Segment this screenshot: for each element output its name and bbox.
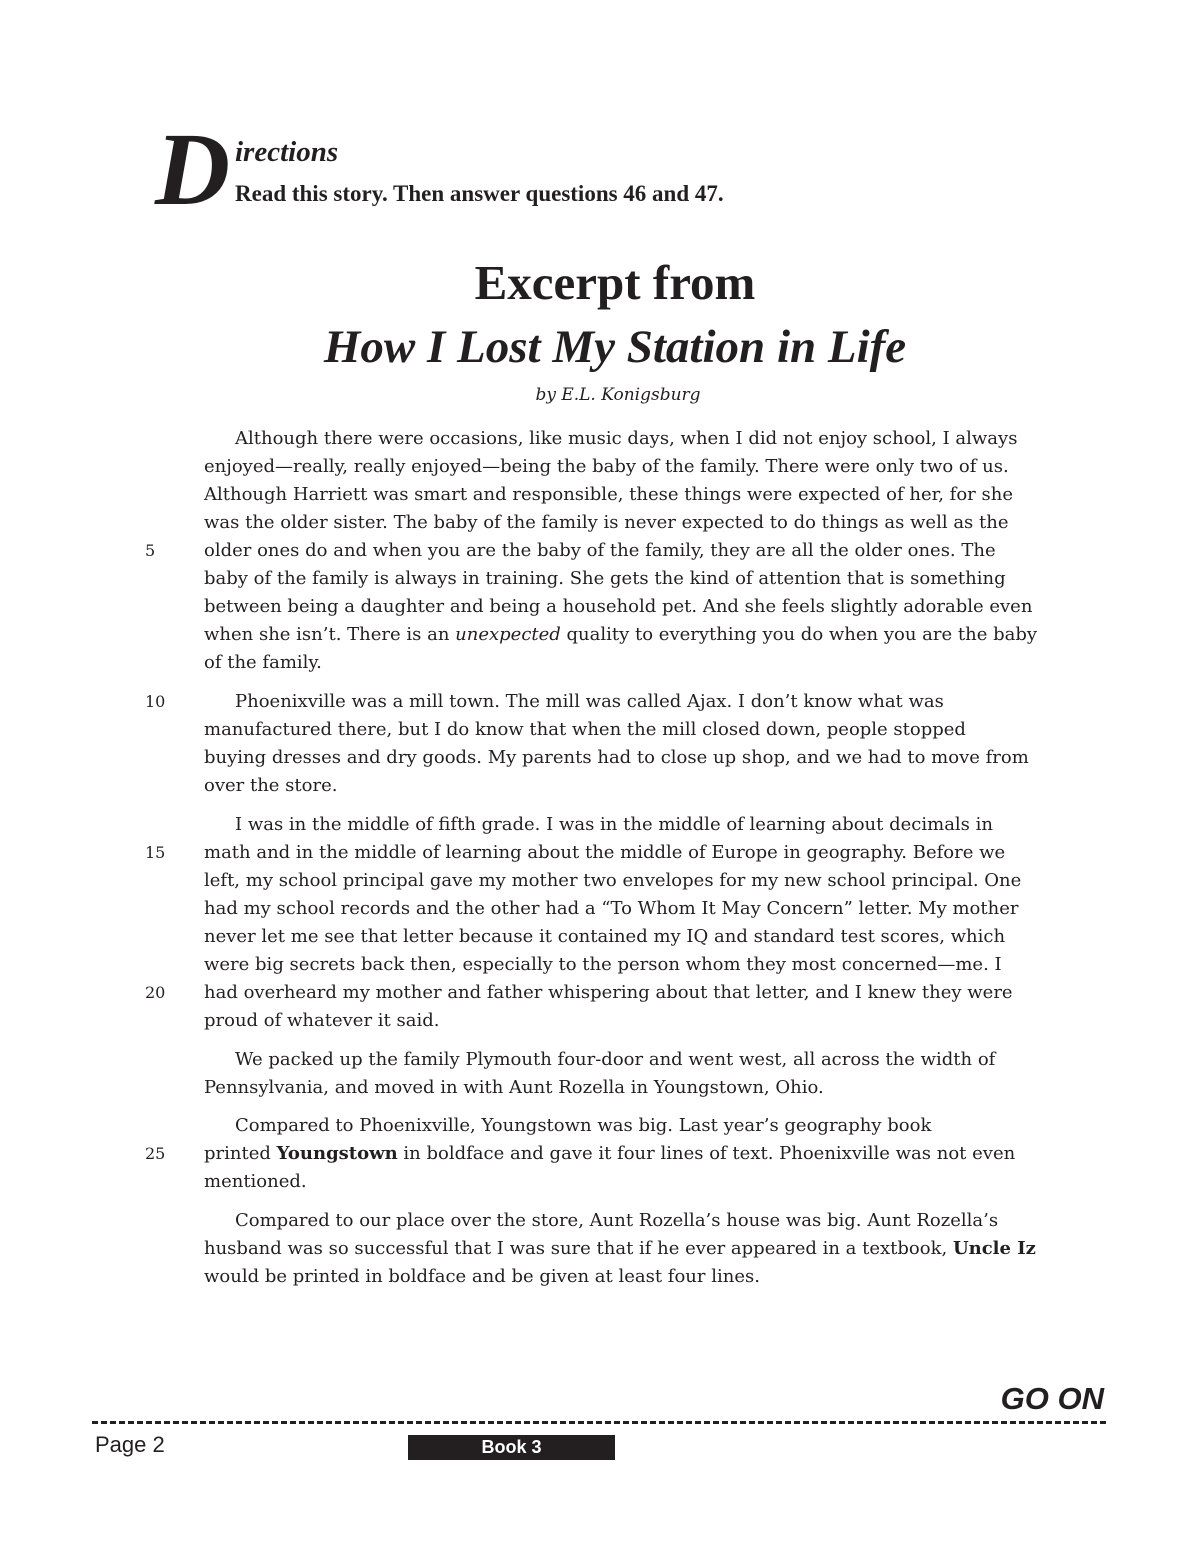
bold-word: Uncle Iz: [952, 1238, 1036, 1259]
passage-text: quality to everything you do when you are the baby: [560, 624, 1038, 645]
passage-line: proud of whatever it said.: [204, 1010, 440, 1031]
passage-line: was the older sister. The baby of the family is never expected to do things as well as the: [204, 512, 1009, 533]
line-number: 20: [145, 983, 166, 1002]
passage-text: when she isn’t. There is an: [204, 624, 456, 645]
bold-word: Youngstown: [276, 1143, 398, 1164]
title-excerpt-from: Excerpt from: [474, 255, 756, 310]
directions-heading: irections: [235, 136, 339, 168]
passage-line: Phoenixville was a mill town. The mill was called Ajax. I don’t know what was: [235, 691, 944, 712]
passage-line: math and in the middle of learning about the middle of Europe in geography. Before we: [204, 842, 1006, 863]
author-byline: by E.L. Konigsburg: [535, 385, 701, 405]
passage-line: had my school records and the other had a “To Whom It May Concern” letter. My mother: [204, 898, 1019, 919]
passage-line: We packed up the family Plymouth four-door and went west, all across the width of: [235, 1049, 996, 1070]
line-number: 5: [145, 541, 156, 560]
passage-line: were big secrets back then, especially to the person whom they most concerned—me. I: [204, 954, 1002, 975]
passage-line: [204, 1235, 1036, 1263]
passage-line: I was in the middle of fifth grade. I was in the middle of learning about decimals in: [235, 814, 993, 835]
passage-line: buying dresses and dry goods. My parents had to close up shop, and we had to move from: [204, 747, 1029, 768]
italic-word: unexpected: [455, 624, 561, 645]
passage-line: Compared to Phoenixville, Youngstown was big. Last year’s geography book: [235, 1115, 932, 1136]
go-on-label: GO ON: [1000, 1381, 1104, 1416]
directions-drop-cap: D: [155, 112, 231, 227]
book-badge: Book 3: [408, 1435, 615, 1460]
passage-line: of the family.: [204, 652, 322, 673]
passage-text: printed: [204, 1143, 277, 1164]
passage-line: Although Harriett was smart and responsible, these things were expected of her, for she: [204, 484, 1013, 505]
passage-line: baby of the family is always in training. She gets the kind of attention that is something: [204, 568, 1006, 589]
passage-line: had overheard my mother and father whispering about that letter, and I knew they were: [204, 982, 1013, 1003]
passage-line: between being a daughter and being a household pet. And she feels slightly adorable even: [204, 596, 1033, 617]
line-number: 10: [145, 692, 166, 711]
passage-line: left, my school principal gave my mother two envelopes for my new school principal. One: [204, 870, 1022, 891]
passage-line: [204, 621, 1037, 649]
passage-line: Although there were occasions, like music days, when I did not enjoy school, I always: [235, 428, 1018, 449]
dashed-divider: [92, 1421, 1106, 1424]
story-title: How I Lost My Station in Life: [323, 321, 907, 373]
passage-line: would be printed in boldface and be given at least four lines.: [204, 1266, 760, 1287]
passage-line: mentioned.: [204, 1171, 307, 1192]
passage-line: Compared to our place over the store, Aunt Rozella’s house was big. Aunt Rozella’s: [235, 1210, 999, 1231]
passage-line: older ones do and when you are the baby of the family, they are all the older ones. The: [204, 540, 996, 561]
passage-line: [204, 1140, 1015, 1168]
passage-line: manufactured there, but I do know that when the mill closed down, people stopped: [204, 719, 966, 740]
line-number: 15: [145, 843, 166, 862]
directions-text: Read this story. Then answer questions 46 and 47.: [235, 181, 724, 206]
passage-line: over the store.: [204, 775, 338, 796]
passage-line: Pennsylvania, and moved in with Aunt Rozella in Youngstown, Ohio.: [204, 1077, 824, 1098]
line-number: 25: [145, 1144, 166, 1163]
passage-line: enjoyed—really, really enjoyed—being the baby of the family. There were only two of us.: [204, 456, 1009, 477]
passage-text: husband was so successful that I was sure that if he ever appeared in a textbook,: [204, 1238, 953, 1259]
passage-line: never let me see that letter because it contained my IQ and standard test scores, which: [204, 926, 1006, 947]
page-number: Page 2: [95, 1432, 165, 1457]
passage-text: in boldface and gave it four lines of text. Phoenixville was not even: [397, 1143, 1016, 1164]
